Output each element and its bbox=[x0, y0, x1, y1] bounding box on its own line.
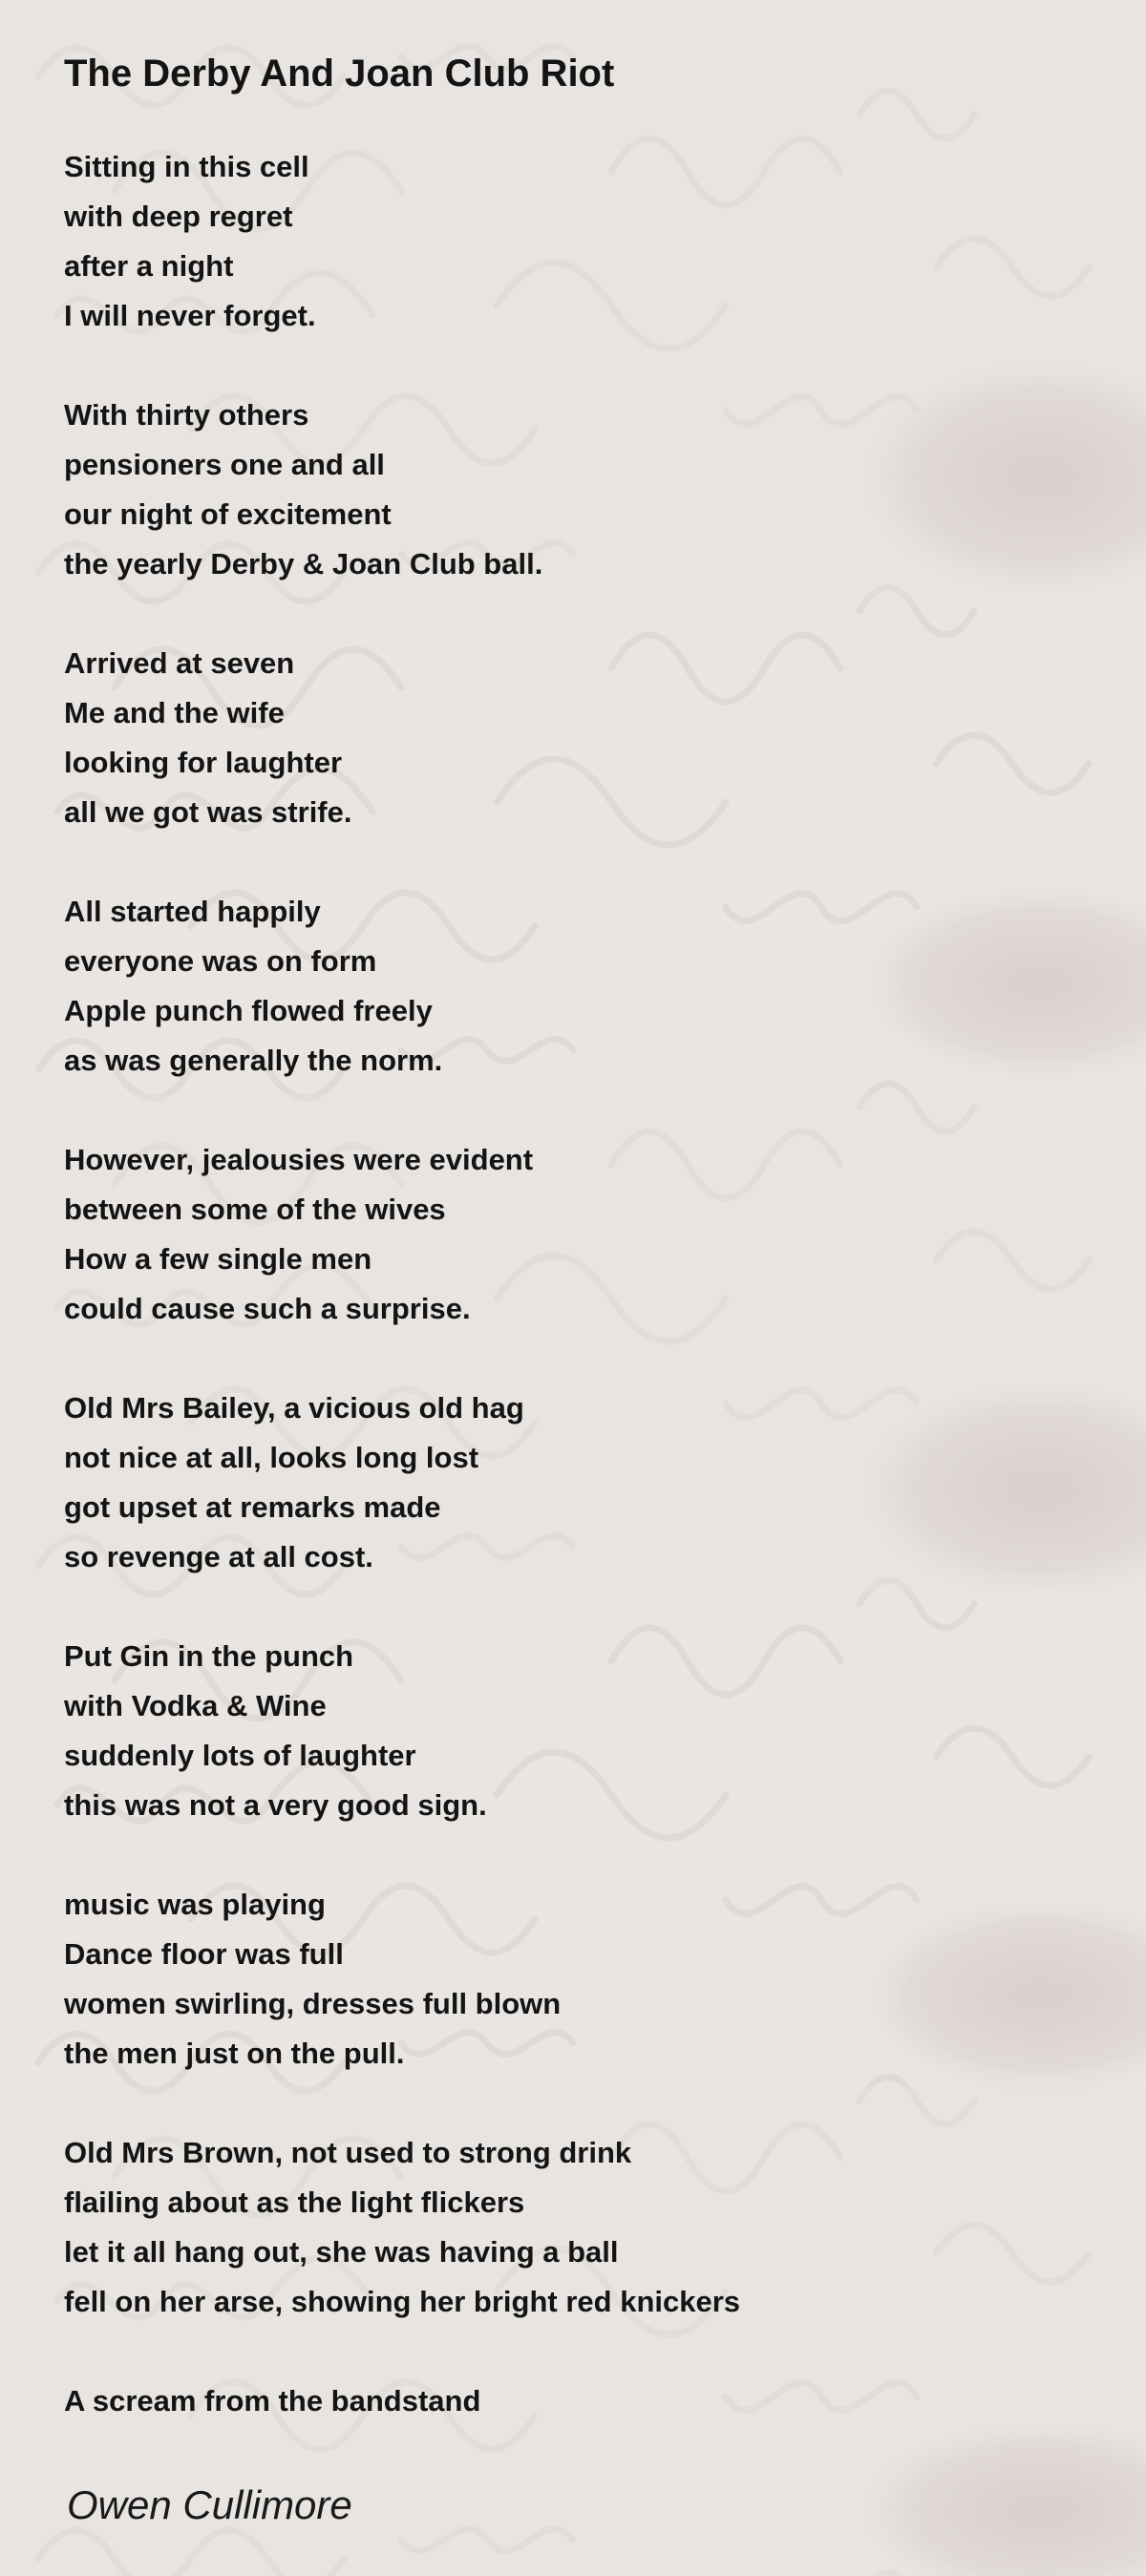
poem-line: could cause such a surprise. bbox=[64, 1292, 471, 1325]
stanza bbox=[64, 391, 1114, 589]
poem-line: Sitting in this cell bbox=[64, 150, 309, 183]
poem-line: the yearly Derby & Joan Club ball. bbox=[64, 547, 543, 581]
poem-line: Me and the wife bbox=[64, 696, 285, 729]
poem-line: let it all hang out, she was having a ball bbox=[64, 2235, 619, 2269]
poem-author: Owen Cullimore bbox=[67, 2482, 352, 2527]
poem-line: Old Mrs Brown, not used to strong drink bbox=[64, 2136, 632, 2169]
poem-line: looking for laughter bbox=[64, 746, 343, 779]
poem-line: so revenge at all cost. bbox=[64, 1540, 373, 1573]
poem-line: suddenly lots of laughter bbox=[64, 1739, 416, 1772]
poem-line: A scream from the bandstand bbox=[64, 2384, 481, 2418]
poem-line: with Vodka & Wine bbox=[64, 1689, 327, 1722]
poem-line: between some of the wives bbox=[64, 1193, 446, 1226]
poem-line: Put Gin in the punch bbox=[64, 1639, 354, 1673]
poem-line: women swirling, dresses full blown bbox=[64, 1987, 562, 2020]
stanza bbox=[64, 2376, 1114, 2426]
poem-line: However, jealousies were evident bbox=[64, 1143, 534, 1176]
stanza bbox=[64, 1632, 1114, 1830]
poem-line: pensioners one and all bbox=[64, 448, 385, 481]
poem-line: our night of excitement bbox=[64, 497, 392, 531]
poem-line: flailing about as the light flickers bbox=[64, 2185, 525, 2219]
poem-line: I will never forget. bbox=[64, 299, 316, 332]
stanza bbox=[64, 1135, 1114, 1334]
stanza bbox=[64, 2128, 1114, 2327]
poem-line: everyone was on form bbox=[64, 944, 377, 978]
poem-line: got upset at remarks made bbox=[64, 1490, 441, 1524]
stanza bbox=[64, 639, 1114, 837]
poem-line: Arrived at seven bbox=[64, 646, 295, 680]
poem-body bbox=[64, 142, 1114, 2476]
stanza bbox=[64, 142, 1114, 341]
poem-line: All started happily bbox=[64, 895, 321, 928]
poem-line: Old Mrs Bailey, a vicious old hag bbox=[64, 1391, 524, 1425]
poem-line: With thirty others bbox=[64, 398, 309, 432]
stanza bbox=[64, 1880, 1114, 2079]
poem-line: the men just on the pull. bbox=[64, 2037, 405, 2070]
poem-line: music was playing bbox=[64, 1888, 326, 1921]
stanza bbox=[64, 1383, 1114, 1582]
poem-line: Apple punch flowed freely bbox=[64, 994, 433, 1027]
poem-line: this was not a very good sign. bbox=[64, 1788, 487, 1822]
poem-line: with deep regret bbox=[64, 200, 293, 233]
poem-title: The Derby And Joan Club Riot bbox=[64, 53, 615, 95]
poem-line: Dance floor was full bbox=[64, 1937, 344, 1971]
poem-line: fell on her arse, showing her bright red knickers bbox=[64, 2285, 741, 2318]
poem-line: How a few single men bbox=[64, 1242, 372, 1276]
poem-line: all we got was strife. bbox=[64, 795, 352, 829]
poem-line: after a night bbox=[64, 249, 234, 283]
poem-line: not nice at all, looks long lost bbox=[64, 1441, 479, 1474]
stanza bbox=[64, 887, 1114, 1086]
poem-line: as was generally the norm. bbox=[64, 1044, 443, 1077]
